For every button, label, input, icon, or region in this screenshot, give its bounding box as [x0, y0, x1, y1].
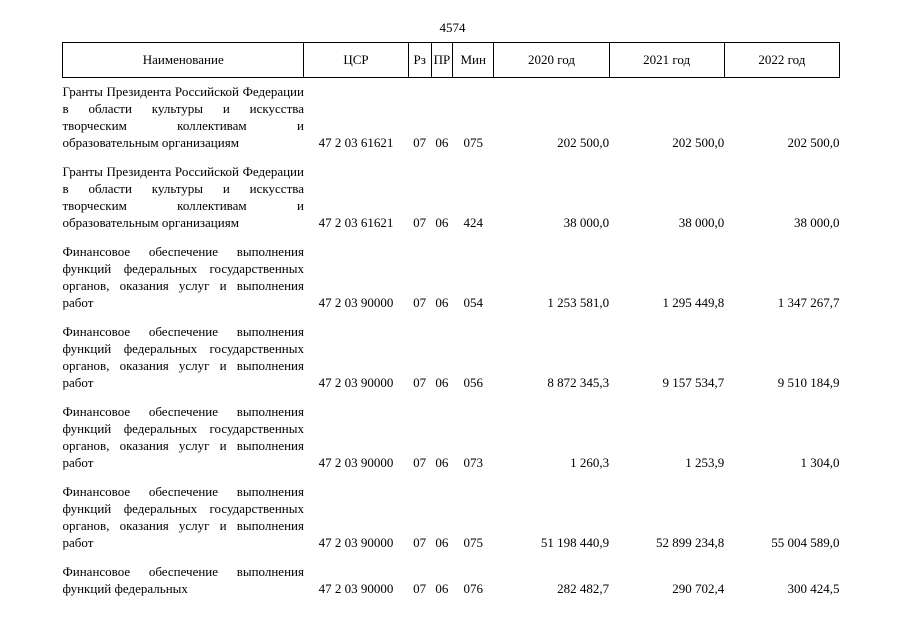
row-min: 424	[463, 215, 483, 230]
table-row	[63, 158, 840, 238]
row-rz: 07	[413, 581, 427, 596]
row-2020: 1 260,3	[570, 455, 610, 470]
table-row	[63, 318, 840, 398]
table-row	[63, 238, 840, 318]
row-csr: 47 2 03 90000	[318, 295, 394, 310]
row-2020: 8 872 345,3	[547, 375, 610, 390]
row-min: 075	[463, 535, 483, 550]
row-name: Финансовое обеспечение выполнения функций федеральных государственных органов, оказания услуг и выполнения работ	[62, 324, 304, 390]
row-min: 054	[463, 295, 483, 310]
row-rz: 07	[413, 375, 427, 390]
row-2021: 1 295 449,8	[662, 295, 725, 310]
row-2021: 52 899 234,8	[656, 535, 725, 550]
header-name: Наименование	[63, 43, 304, 78]
table-row	[63, 398, 840, 478]
row-min: 056	[463, 375, 483, 390]
row-pr: 06	[435, 295, 449, 310]
row-2022: 1 347 267,7	[777, 295, 840, 310]
header-2020: 2020 год	[494, 43, 609, 78]
row-2022: 55 004 589,0	[771, 535, 840, 550]
row-rz: 07	[413, 455, 427, 470]
row-rz: 07	[413, 215, 427, 230]
row-name: Гранты Президента Российской Федерации в области культуры и искусства творческим коллективам и образовательным организациям	[62, 84, 304, 150]
row-2021: 1 253,9	[685, 455, 725, 470]
row-csr: 47 2 03 90000	[318, 581, 394, 596]
header-csr: ЦСР	[304, 43, 408, 78]
row-2020: 1 253 581,0	[547, 295, 610, 310]
header-pr: ПР	[431, 43, 452, 78]
row-pr: 06	[435, 535, 449, 550]
row-2022: 38 000,0	[794, 215, 840, 230]
row-name: Финансовое обеспечение выполнения функций федеральных государственных органов, оказания услуг и выполнения работ	[62, 244, 304, 310]
row-csr: 47 2 03 90000	[318, 375, 394, 390]
row-2020: 51 198 440,9	[540, 535, 610, 550]
row-rz: 07	[413, 135, 427, 150]
row-2021: 202 500,0	[672, 135, 725, 150]
table-row	[63, 558, 840, 604]
header-min: Мин	[452, 43, 493, 78]
row-pr: 06	[435, 375, 449, 390]
row-2021: 9 157 534,7	[662, 375, 725, 390]
row-rz: 07	[413, 295, 427, 310]
row-name: Гранты Президента Российской Федерации в области культуры и искусства творческим коллективам и образовательным организациям	[62, 164, 304, 230]
header-2022: 2022 год	[724, 43, 839, 78]
row-csr: 47 2 03 61621	[318, 215, 394, 230]
row-2020: 282 482,7	[557, 581, 610, 596]
row-pr: 06	[435, 215, 449, 230]
table-row	[63, 78, 840, 159]
row-name: Финансовое обеспечение выполнения функций федеральных	[62, 564, 304, 596]
row-2021: 290 702,4	[672, 581, 725, 596]
row-pr: 06	[435, 581, 449, 596]
row-2022: 9 510 184,9	[777, 375, 840, 390]
row-2022: 1 304,0	[800, 455, 840, 470]
table-header-row	[63, 43, 840, 78]
header-2021: 2021 год	[609, 43, 724, 78]
row-csr: 47 2 03 61621	[318, 135, 394, 150]
row-2021: 38 000,0	[678, 215, 725, 230]
row-min: 076	[463, 581, 483, 596]
table-row	[63, 478, 840, 558]
row-rz: 07	[413, 535, 427, 550]
row-2020: 202 500,0	[557, 135, 610, 150]
row-2022: 202 500,0	[787, 135, 840, 150]
row-min: 073	[463, 455, 483, 470]
row-csr: 47 2 03 90000	[318, 455, 394, 470]
row-min: 075	[463, 135, 483, 150]
row-pr: 06	[435, 135, 449, 150]
budget-table	[62, 42, 840, 604]
row-2020: 38 000,0	[563, 215, 610, 230]
row-csr: 47 2 03 90000	[318, 535, 394, 550]
row-pr: 06	[435, 455, 449, 470]
page-number: 4574	[439, 20, 466, 35]
header-rz: Рз	[408, 43, 431, 78]
row-2022: 300 424,5	[787, 581, 840, 596]
row-name: Финансовое обеспечение выполнения функций федеральных государственных органов, оказания услуг и выполнения работ	[62, 404, 304, 470]
row-name: Финансовое обеспечение выполнения функций федеральных государственных органов, оказания услуг и выполнения работ	[62, 484, 304, 550]
